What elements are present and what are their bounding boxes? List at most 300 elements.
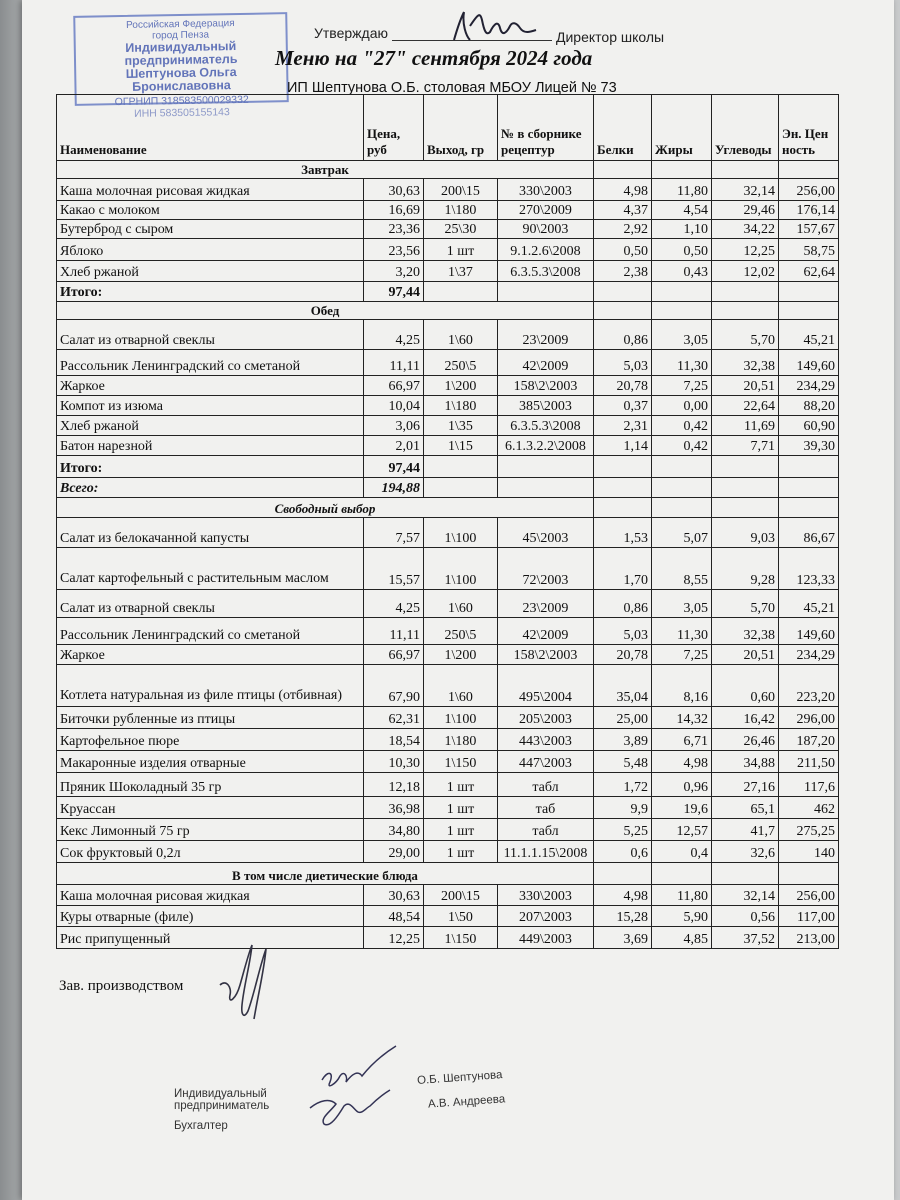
cell-price: 23,36 <box>364 220 424 239</box>
cell-output: 1\100 <box>424 548 498 590</box>
cell-carbs: 32,6 <box>712 841 779 863</box>
cell-name: Салат картофельный с растительным маслом <box>57 548 364 590</box>
cell-output: 1\15 <box>424 436 498 456</box>
cell-protein: 0,50 <box>594 239 652 261</box>
cell-recipe: 495\2004 <box>498 665 594 707</box>
empty-cell <box>498 478 594 498</box>
cell-price: 62,31 <box>364 707 424 729</box>
cell-protein: 3,69 <box>594 927 652 949</box>
cell-energy: 62,64 <box>779 261 839 282</box>
cell-price: 11,11 <box>364 618 424 645</box>
cell-price: 12,18 <box>364 773 424 797</box>
cell-energy: 86,67 <box>779 518 839 548</box>
cell-protein: 5,25 <box>594 819 652 841</box>
cell-recipe: 158\2\2003 <box>498 645 594 665</box>
total-value: 194,88 <box>364 478 424 498</box>
cell-carbs: 34,22 <box>712 220 779 239</box>
section-row <box>57 302 839 320</box>
cell-energy: 117,6 <box>779 773 839 797</box>
stamp-line: Российская Федерация <box>126 18 235 31</box>
page-subtitle: ИП Шептунова О.Б. столовая МБОУ Лицей № 73 <box>287 80 617 96</box>
cell-energy: 58,75 <box>779 239 839 261</box>
cell-energy: 45,21 <box>779 590 839 618</box>
cell-fat: 19,6 <box>652 797 712 819</box>
cell-output: 1\60 <box>424 665 498 707</box>
cell-carbs: 7,71 <box>712 436 779 456</box>
cell-protein: 0,86 <box>594 320 652 350</box>
empty-cell <box>652 161 712 179</box>
empty-cell <box>594 478 652 498</box>
cell-name: Рассольник Ленинградский со сметаной <box>57 618 364 645</box>
empty-cell <box>779 498 839 518</box>
cell-fat: 4,98 <box>652 751 712 773</box>
cell-fat: 4,85 <box>652 927 712 949</box>
cell-recipe: 6.3.5.3\2008 <box>498 261 594 282</box>
empty-cell <box>594 863 652 885</box>
cell-carbs: 16,42 <box>712 707 779 729</box>
section-title: В том числе диетические блюда <box>57 863 594 885</box>
empty-cell <box>424 456 498 478</box>
cell-carbs: 12,02 <box>712 261 779 282</box>
empty-cell <box>652 498 712 518</box>
cell-energy: 187,20 <box>779 729 839 751</box>
section-title: Свободный выбор <box>57 498 594 518</box>
cell-output: 1 шт <box>424 239 498 261</box>
cell-protein: 2,92 <box>594 220 652 239</box>
footer-accountant-label: Бухгалтер <box>174 1120 228 1132</box>
cell-output: 1\100 <box>424 707 498 729</box>
cell-carbs: 0,60 <box>712 665 779 707</box>
total-row <box>57 478 839 498</box>
cell-output: 1 шт <box>424 773 498 797</box>
cell-energy: 234,29 <box>779 645 839 665</box>
stamp-line: Шептунова Ольга Брониславовна <box>125 65 237 94</box>
table-row <box>57 927 839 949</box>
total-label: Итого: <box>57 456 364 478</box>
cell-recipe: 158\2\2003 <box>498 376 594 396</box>
cell-price: 18,54 <box>364 729 424 751</box>
stamp-line: ИНН 583505155143 <box>133 106 230 120</box>
cell-energy: 462 <box>779 797 839 819</box>
stamp-line: город Пенза <box>152 29 210 42</box>
cell-name: Компот из изюма <box>57 396 364 416</box>
col-header-fat: Жиры <box>652 95 712 161</box>
cell-energy: 39,30 <box>779 436 839 456</box>
cell-output: 1\200 <box>424 645 498 665</box>
cell-recipe: 207\2003 <box>498 906 594 927</box>
table-row <box>57 376 839 396</box>
col-header-energy: Эн. Ценность <box>779 95 839 161</box>
cell-name: Хлеб ржаной <box>57 261 364 282</box>
cell-output: 1\35 <box>424 416 498 436</box>
cell-carbs: 34,88 <box>712 751 779 773</box>
total-row <box>57 456 839 478</box>
empty-cell <box>594 302 652 320</box>
empty-cell <box>498 282 594 302</box>
col-header-protein: Белки <box>594 95 652 161</box>
menu-table <box>56 94 839 949</box>
footer-name-accountant: А.В. Андреева <box>427 1093 506 1111</box>
cell-recipe: 23\2009 <box>498 320 594 350</box>
empty-cell <box>498 456 594 478</box>
cell-output: 1\150 <box>424 927 498 949</box>
footer-name-ip: О.Б. Шептунова <box>416 1069 503 1087</box>
empty-cell <box>424 282 498 302</box>
cell-recipe: 330\2003 <box>498 179 594 201</box>
cell-name: Рис припущенный <box>57 927 364 949</box>
cell-fat: 11,80 <box>652 885 712 906</box>
table-row <box>57 261 839 282</box>
empty-cell <box>712 863 779 885</box>
empty-cell <box>594 456 652 478</box>
empty-cell <box>779 282 839 302</box>
cell-price: 30,63 <box>364 885 424 906</box>
total-value: 97,44 <box>364 456 424 478</box>
table-row <box>57 751 839 773</box>
table-row <box>57 416 839 436</box>
cell-price: 3,06 <box>364 416 424 436</box>
empty-cell <box>652 456 712 478</box>
cell-protein: 1,70 <box>594 548 652 590</box>
cell-fat: 3,05 <box>652 590 712 618</box>
table-row <box>57 841 839 863</box>
empty-cell <box>779 161 839 179</box>
cell-name: Яблоко <box>57 239 364 261</box>
table-row <box>57 320 839 350</box>
cell-carbs: 32,38 <box>712 618 779 645</box>
cell-name: Круассан <box>57 797 364 819</box>
cell-price: 67,90 <box>364 665 424 707</box>
cell-carbs: 20,51 <box>712 376 779 396</box>
cell-recipe: 6.3.5.3\2008 <box>498 416 594 436</box>
cell-energy: 157,67 <box>779 220 839 239</box>
empty-cell <box>712 478 779 498</box>
empty-cell <box>779 863 839 885</box>
empty-cell <box>652 863 712 885</box>
empty-cell <box>712 302 779 320</box>
empty-cell <box>652 478 712 498</box>
cell-name: Пряник Шоколадный 35 гр <box>57 773 364 797</box>
cell-energy: 149,60 <box>779 618 839 645</box>
cell-name: Котлета натуральная из филе птицы (отбивная) <box>57 665 364 707</box>
cell-energy: 213,00 <box>779 927 839 949</box>
cell-price: 11,11 <box>364 350 424 376</box>
cell-carbs: 41,7 <box>712 819 779 841</box>
empty-cell <box>712 282 779 302</box>
table-row <box>57 518 839 548</box>
cell-recipe: табл <box>498 773 594 797</box>
chief-signature <box>214 935 274 1025</box>
empty-cell <box>594 161 652 179</box>
cell-fat: 3,05 <box>652 320 712 350</box>
cell-fat: 0,4 <box>652 841 712 863</box>
cell-protein: 4,98 <box>594 179 652 201</box>
cell-price: 4,25 <box>364 590 424 618</box>
cell-protein: 20,78 <box>594 645 652 665</box>
cell-fat: 0,43 <box>652 261 712 282</box>
cell-fat: 0,42 <box>652 436 712 456</box>
cell-carbs: 26,46 <box>712 729 779 751</box>
cell-protein: 1,53 <box>594 518 652 548</box>
cell-carbs: 12,25 <box>712 239 779 261</box>
cell-fat: 4,54 <box>652 201 712 220</box>
cell-protein: 2,38 <box>594 261 652 282</box>
table-row <box>57 885 839 906</box>
cell-name: Каша молочная рисовая жидкая <box>57 179 364 201</box>
col-header-carbs: Углеводы <box>712 95 779 161</box>
cell-output: 1 шт <box>424 819 498 841</box>
cell-output: 1\37 <box>424 261 498 282</box>
total-value: 97,44 <box>364 282 424 302</box>
cell-protein: 35,04 <box>594 665 652 707</box>
cell-recipe: 9.1.2.6\2008 <box>498 239 594 261</box>
section-row <box>57 498 839 518</box>
cell-name: Салат из отварной свеклы <box>57 320 364 350</box>
cell-recipe: 90\2003 <box>498 220 594 239</box>
table-row <box>57 220 839 239</box>
cell-fat: 7,25 <box>652 645 712 665</box>
cell-energy: 211,50 <box>779 751 839 773</box>
cell-carbs: 5,70 <box>712 320 779 350</box>
cell-price: 7,57 <box>364 518 424 548</box>
cell-recipe: 449\2003 <box>498 927 594 949</box>
empty-cell <box>652 282 712 302</box>
cell-carbs: 22,64 <box>712 396 779 416</box>
cell-recipe: 45\2003 <box>498 518 594 548</box>
cell-name: Жаркое <box>57 376 364 396</box>
cell-output: 1\50 <box>424 906 498 927</box>
cell-name: Каша молочная рисовая жидкая <box>57 885 364 906</box>
section-row <box>57 161 839 179</box>
cell-energy: 140 <box>779 841 839 863</box>
cell-output: 250\5 <box>424 618 498 645</box>
chief-label: Зав. производством <box>59 978 184 994</box>
cell-fat: 0,42 <box>652 416 712 436</box>
cell-price: 3,20 <box>364 261 424 282</box>
cell-output: 1\180 <box>424 396 498 416</box>
cell-protein: 25,00 <box>594 707 652 729</box>
total-label: Итого: <box>57 282 364 302</box>
menu-table-body <box>57 161 839 949</box>
cell-name: Салат из отварной свеклы <box>57 590 364 618</box>
cell-protein: 5,03 <box>594 618 652 645</box>
cell-energy: 234,29 <box>779 376 839 396</box>
cell-protein: 20,78 <box>594 376 652 396</box>
cell-carbs: 0,56 <box>712 906 779 927</box>
cell-price: 23,56 <box>364 239 424 261</box>
empty-cell <box>712 498 779 518</box>
cell-protein: 0,37 <box>594 396 652 416</box>
page-title: Меню на "27" сентября 2024 года <box>275 46 593 70</box>
cell-price: 48,54 <box>364 906 424 927</box>
cell-recipe: 11.1.1.15\2008 <box>498 841 594 863</box>
cell-output: 1 шт <box>424 841 498 863</box>
cell-output: 1\60 <box>424 320 498 350</box>
table-row <box>57 201 839 220</box>
cell-output: 25\30 <box>424 220 498 239</box>
cell-price: 4,25 <box>364 320 424 350</box>
cell-fat: 8,55 <box>652 548 712 590</box>
cell-energy: 223,20 <box>779 665 839 707</box>
cell-price: 66,97 <box>364 376 424 396</box>
stamp-line: Индивидуальный предприниматель <box>124 39 238 68</box>
cell-name: Хлеб ржаной <box>57 416 364 436</box>
cell-output: 1\100 <box>424 518 498 548</box>
cell-price: 34,80 <box>364 819 424 841</box>
cell-recipe: 330\2003 <box>498 885 594 906</box>
cell-recipe: 447\2003 <box>498 751 594 773</box>
cell-recipe: 270\2009 <box>498 201 594 220</box>
empty-cell <box>594 498 652 518</box>
cell-fat: 5,90 <box>652 906 712 927</box>
cell-recipe: 23\2009 <box>498 590 594 618</box>
table-row <box>57 436 839 456</box>
cell-protein: 1,72 <box>594 773 652 797</box>
cell-protein: 15,28 <box>594 906 652 927</box>
total-label: Всего: <box>57 478 364 498</box>
cell-protein: 0,6 <box>594 841 652 863</box>
cell-recipe: 6.1.3.2.2\2008 <box>498 436 594 456</box>
cell-price: 16,69 <box>364 201 424 220</box>
cell-recipe: 72\2003 <box>498 548 594 590</box>
empty-cell <box>652 302 712 320</box>
cell-price: 15,57 <box>364 548 424 590</box>
cell-name: Картофельное пюре <box>57 729 364 751</box>
cell-price: 66,97 <box>364 645 424 665</box>
table-row <box>57 797 839 819</box>
section-row <box>57 863 839 885</box>
cell-recipe: табл <box>498 819 594 841</box>
cell-protein: 2,31 <box>594 416 652 436</box>
cell-output: 200\15 <box>424 179 498 201</box>
cell-energy: 123,33 <box>779 548 839 590</box>
cell-recipe: таб <box>498 797 594 819</box>
cell-carbs: 32,14 <box>712 885 779 906</box>
table-row <box>57 618 839 645</box>
approve-label: Утверждаю <box>314 25 388 41</box>
cell-price: 10,30 <box>364 751 424 773</box>
cell-protein: 9,9 <box>594 797 652 819</box>
empty-cell <box>779 456 839 478</box>
bottom-signatures <box>300 1040 420 1130</box>
cell-carbs: 20,51 <box>712 645 779 665</box>
cell-carbs: 27,16 <box>712 773 779 797</box>
footer-ip-label: Индивидуальный предприниматель <box>174 1088 270 1112</box>
cell-price: 29,00 <box>364 841 424 863</box>
cell-output: 1\180 <box>424 729 498 751</box>
cell-fat: 5,07 <box>652 518 712 548</box>
cell-output: 1 шт <box>424 797 498 819</box>
cell-name: Батон нарезной <box>57 436 364 456</box>
table-row <box>57 665 839 707</box>
cell-fat: 14,32 <box>652 707 712 729</box>
cell-fat: 11,80 <box>652 179 712 201</box>
section-title: Обед <box>57 302 594 320</box>
col-header-name: Наименование <box>57 95 364 161</box>
cell-name: Макаронные изделия отварные <box>57 751 364 773</box>
table-row <box>57 239 839 261</box>
total-row <box>57 282 839 302</box>
cell-fat: 6,71 <box>652 729 712 751</box>
official-stamp <box>73 12 289 120</box>
cell-protein: 4,98 <box>594 885 652 906</box>
cell-fat: 8,16 <box>652 665 712 707</box>
cell-name: Какао с молоком <box>57 201 364 220</box>
cell-price: 10,04 <box>364 396 424 416</box>
cell-fat: 1,10 <box>652 220 712 239</box>
col-header-price: Цена, руб <box>364 95 424 161</box>
cell-carbs: 37,52 <box>712 927 779 949</box>
cell-fat: 7,25 <box>652 376 712 396</box>
cell-price: 2,01 <box>364 436 424 456</box>
cell-name: Куры отварные (филе) <box>57 906 364 927</box>
table-header-row <box>57 95 839 161</box>
cell-output: 1\150 <box>424 751 498 773</box>
table-row <box>57 350 839 376</box>
cell-protein: 0,86 <box>594 590 652 618</box>
cell-energy: 45,21 <box>779 320 839 350</box>
cell-price: 12,25 <box>364 927 424 949</box>
cell-protein: 4,37 <box>594 201 652 220</box>
cell-energy: 149,60 <box>779 350 839 376</box>
table-row <box>57 906 839 927</box>
cell-carbs: 32,14 <box>712 179 779 201</box>
cell-carbs: 5,70 <box>712 590 779 618</box>
cell-name: Салат из белокачанной капусты <box>57 518 364 548</box>
table-row <box>57 645 839 665</box>
cell-energy: 60,90 <box>779 416 839 436</box>
director-signature <box>440 6 540 46</box>
empty-cell <box>712 456 779 478</box>
cell-name: Жаркое <box>57 645 364 665</box>
col-header-recipe: № в сборнике рецептур <box>498 95 594 161</box>
cell-output: 1\200 <box>424 376 498 396</box>
table-row <box>57 548 839 590</box>
cell-output: 1\180 <box>424 201 498 220</box>
cell-price: 30,63 <box>364 179 424 201</box>
cell-price: 36,98 <box>364 797 424 819</box>
cell-protein: 3,89 <box>594 729 652 751</box>
stamp-line: ОГРНИП 318583500029332 <box>114 93 249 109</box>
cell-fat: 0,50 <box>652 239 712 261</box>
cell-output: 1\60 <box>424 590 498 618</box>
cell-protein: 5,48 <box>594 751 652 773</box>
cell-name: Сок фруктовый 0,2л <box>57 841 364 863</box>
table-row <box>57 819 839 841</box>
cell-recipe: 443\2003 <box>498 729 594 751</box>
empty-cell <box>779 478 839 498</box>
cell-carbs: 32,38 <box>712 350 779 376</box>
cell-name: Биточки рубленные из птицы <box>57 707 364 729</box>
cell-carbs: 9,03 <box>712 518 779 548</box>
cell-protein: 1,14 <box>594 436 652 456</box>
cell-energy: 296,00 <box>779 707 839 729</box>
cell-energy: 256,00 <box>779 885 839 906</box>
cell-name: Кекс Лимонный 75 гр <box>57 819 364 841</box>
table-row <box>57 773 839 797</box>
cell-name: Бутерброд с сыром <box>57 220 364 239</box>
cell-energy: 256,00 <box>779 179 839 201</box>
cell-recipe: 385\2003 <box>498 396 594 416</box>
cell-recipe: 205\2003 <box>498 707 594 729</box>
cell-energy: 176,14 <box>779 201 839 220</box>
cell-fat: 11,30 <box>652 618 712 645</box>
cell-recipe: 42\2009 <box>498 350 594 376</box>
cell-fat: 11,30 <box>652 350 712 376</box>
col-header-output: Выход, гр <box>424 95 498 161</box>
empty-cell <box>779 302 839 320</box>
cell-fat: 0,96 <box>652 773 712 797</box>
